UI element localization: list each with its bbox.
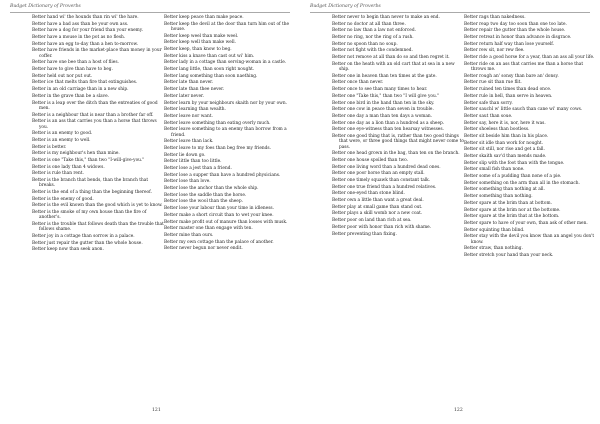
proverb-entry: Better one timely squawk than constant talk. — [332, 178, 431, 184]
proverb-entry: Better once than never. — [332, 80, 384, 86]
proverb-entry: Better repair the gutter than the whole house. — [464, 28, 566, 34]
proverb-entry: Better is a leap over the ditch than the entreaties of good men. — [32, 100, 158, 111]
proverb-entry: Better safe than sorry. — [464, 100, 513, 106]
proverb-entry: Better master one than engage with ten. — [164, 226, 253, 232]
proverb-entry: Better learning than wealth. — [164, 107, 226, 113]
proverb-entry: Better is the end of a thing than the beginning thereof. — [32, 190, 152, 195]
proverb-entry: Better no ring, nor the ring of a rush. — [332, 35, 414, 41]
proverb-entry: Better keep the devil at the door than turn him out of the house. — [164, 21, 290, 32]
proverb-entry: Better one poor horse than an empty stall. — [332, 171, 425, 177]
proverb-entry: Better leave than lack. — [164, 139, 214, 145]
proverb-entry: Better lose than love. — [164, 179, 211, 185]
proverb-entry: Better spare to have of your own, than ask of other men. — [464, 220, 588, 226]
proverb-entry: Better leave nor want. — [164, 113, 213, 119]
proverb-entry: Better joy in a cottage than sorrow in a palace. — [32, 234, 135, 240]
proverb-entry: Better lose a jest than a friend. — [164, 166, 232, 172]
proverb-entry: Better my own cottage than the palace of another. — [164, 239, 274, 245]
proverb-entry: Better is an ass that carries you than a horse that throws you. — [32, 119, 157, 130]
proverb-entry: Better poor on land than rich at sea. — [332, 218, 412, 224]
proverb-entry: Better not fight with the condemned. — [332, 48, 413, 54]
proverb-entry: Better stretch your hand than your neck. — [464, 252, 554, 258]
proverb-entry: Better one eye-witness than ten hearsay witnesses. — [332, 127, 444, 133]
proverb-entry: Better one head grown in the bag, than ten on the branch. — [332, 151, 460, 157]
proverb-entry: Better some of a pudding than none of a pie. — [464, 174, 562, 180]
proverb-entry: Better leave something than eating overly much. — [164, 120, 271, 126]
proverb-entry: Better in the grave than be a slave. — [32, 93, 109, 99]
proverb-entry: Better late than never. — [164, 80, 214, 86]
proverb-entry: Better learn by your neighbours skaith nor by your own. — [164, 100, 287, 106]
proverb-entry: Better one bird in the hand than ten in the sky. — [332, 100, 435, 106]
proverb-entry: Better keep now than seek anon. — [32, 247, 104, 253]
proverb-entry: Better skaith sav'd than mends made. — [464, 154, 547, 160]
proverb-entry: Better return half way than lose yourself. — [464, 41, 555, 47]
column-left — [332, 15, 464, 238]
proverb-entry: Better have one bee than a host of flies. — [32, 60, 119, 66]
proverb-entry: Better never begun nor never endit. — [164, 246, 243, 252]
proverb-entry: Better saut than soue. — [464, 113, 513, 119]
proverb-entry: Better not remove at all than do so and then regret it. — [332, 55, 450, 61]
proverb-entry: Better is one lady than 4 widows. — [32, 164, 105, 170]
proverb-entry: Better poor with honor than rich with shame. — [332, 224, 432, 230]
proverb-entry: Better rough an' sonsy than bare an' donsy. — [464, 73, 559, 79]
proverb-entry: Better late than thee never. — [164, 87, 225, 93]
proverb-entry: Better ruined ten times than dead once. — [464, 87, 552, 93]
proverb-entry: Better reap two day too soon than one too late. — [464, 21, 567, 27]
proverb-entry: Better have friends in the market-place than money in your coffer. — [32, 48, 162, 59]
proverb-entry: Better have a mouse in the pot as no flesh. — [32, 35, 126, 41]
proverb-entry: Better rags than nakedness. — [464, 15, 526, 20]
proverb-entry: Better keep weel than make weel. — [164, 33, 239, 39]
proverb-entry: Better have an egg to-day than a hen to-morrow. — [32, 41, 138, 47]
proverb-entry: Better keep, than know to beg. — [164, 47, 232, 53]
proverb-entry: Better lady in a cottage than serving-woman in a castle. — [164, 60, 287, 66]
proverb-entry: Better ride on an ass that carries me than a horse that throws me. — [464, 61, 584, 73]
proverb-entry: Better shoeless than bootless. — [464, 127, 530, 133]
header-rule — [310, 12, 590, 13]
proverb-entry: Better stay with the devil you know than an angel you don't know. — [464, 234, 595, 245]
proverb-entry: Better ride a good horse for a year, than an ass all your life. — [464, 55, 595, 61]
running-header: Budget Dictionary of Proverbs — [10, 4, 81, 9]
proverb-entry: Better is an enemy to good. — [32, 131, 93, 137]
proverb-entry: Better just repair the gutter than the whole house. — [32, 240, 143, 246]
proverb-entry: Better have a dog for your friend than your enemy. — [32, 28, 143, 34]
page-number: 121 — [152, 408, 161, 413]
column-right — [464, 15, 596, 260]
column-left — [32, 15, 164, 254]
proverb-entry: Better make a short circuit than to wet your knee. — [164, 212, 274, 218]
proverb-entry: Better little than too little. — [164, 159, 222, 165]
proverb-entry: Better small fish than none. — [464, 167, 525, 173]
proverb-entry: Better play at small game than stand out. — [332, 204, 423, 210]
proverb-entry: Better lose a supper than have a hundred physicians. — [164, 172, 281, 178]
proverb-entry: Better own a little than want a great deal. — [332, 198, 424, 204]
proverb-entry: Better no doctor at all than three. — [332, 21, 406, 27]
proverb-entry: Better sit still, nor rise and get a fall. — [464, 147, 545, 153]
proverb-entry: Better is my neighbour's hen than mine. — [32, 151, 120, 157]
proverb-entry: Better lose the wool than the sheep. — [164, 199, 243, 205]
proverb-entry: Better lose the anchor than the whole ship. — [164, 186, 259, 192]
proverb-entry: Better no law than a law not enforced. — [332, 28, 416, 34]
proverb-entry: Better later never. — [164, 93, 204, 99]
proverb-entry: Better plays a skill womb nor a new coat. — [332, 211, 423, 217]
proverb-entry: Better rue sit than rue flit. — [464, 80, 522, 86]
proverb-entry: Better lang little, than soon right nought. — [164, 67, 255, 73]
proverb-entry: Better on the heath with an old cart that at sea in a new ship. — [332, 61, 455, 73]
proverb-entry: Better leave something to an enemy than borrow from a friend. — [164, 127, 287, 138]
proverb-entry: Better is the smoke of my own house than the fire of another's. — [32, 210, 147, 221]
proverb-entry: Better in an old carriage than in a new ship. — [32, 87, 129, 93]
proverb-entry: Better ice that melts than fire that extinguishes. — [32, 80, 138, 86]
running-header: Budget Dictionary of Proverbs — [310, 4, 381, 9]
proverb-entry: Better spare at the brim that at the bottom. — [464, 214, 560, 220]
proverb-entry: Better keep well than make well. — [164, 40, 236, 46]
page-number: 122 — [454, 408, 463, 413]
proverb-entry: Better one day as a lion than a hundred as a sheep. — [332, 120, 445, 126]
left-page — [6, 0, 296, 424]
proverb-entry: Better never to begin than never to make an end. — [332, 15, 440, 20]
proverb-entry: Better sauchl w' little sauch than cane wi' many cows. — [464, 107, 583, 113]
proverb-entry: Better squinting than blind. — [464, 227, 525, 233]
proverb-entry: Better hand wi' the hounds than rin wi' the hare. — [32, 15, 139, 20]
proverb-entry: Better is better. — [32, 144, 67, 150]
proverb-entry: Better one house spoiled than two. — [332, 157, 409, 163]
proverb-entry: Better one in heaven than ten times at the gate. — [332, 73, 437, 79]
proverb-entry: Better one good thing that is, rather than two good things that were, or three good things that might never come to pass. — [332, 133, 464, 150]
proverb-entry: Better is the trouble that follows death than the trouble that follows shame. — [32, 222, 164, 233]
right-page — [306, 0, 596, 424]
proverb-entry: Better held out nor put out. — [32, 73, 93, 79]
proverb-entry: Better something than nothing at all. — [464, 187, 545, 193]
proverb-entry: Better something on the arm than all in the stomach. — [464, 180, 580, 186]
proverb-entry: Better rew sit, nor rew flee. — [464, 48, 525, 54]
proverb-entry: Better lang something than soon naething. — [164, 73, 258, 79]
proverb-entry: Better keep peace than make peace. — [164, 15, 244, 20]
proverb-entry: Better lose your labour than your time in idleness. — [164, 206, 274, 212]
proverb-entry: Better one cow in peace than seven in trouble. — [332, 107, 434, 113]
proverb-entry: Better one living word than a hundred dead ones. — [332, 164, 441, 170]
proverb-entry: Better lie down go. — [164, 152, 206, 158]
proverb-entry: Better is an enemy to well. — [32, 137, 91, 143]
proverb-entry: Better sit idle than work for nought. — [464, 140, 544, 146]
proverb-entry: Better one day a man than ten days a woman. — [332, 113, 433, 119]
proverb-entry: Better is the branch that bends, than the branch that breaks. — [32, 178, 149, 189]
proverb-entry: Better straw, than nothing. — [464, 246, 523, 252]
proverb-entry: Better make profit out of manure than losses with musk. — [164, 219, 288, 225]
proverb-entry: Better is rule than rent. — [32, 171, 84, 177]
header-rule — [10, 12, 290, 13]
proverb-entry: Better spare at the brim nor at the bottome. — [464, 207, 561, 213]
proverb-entry: Better retreat in honor than advance in disgrace. — [464, 35, 572, 41]
proverb-entry: Better mine than ours. — [164, 232, 214, 238]
proverb-entry: Better slip with the foot than with the tongue. — [464, 160, 565, 166]
proverb-entry: Better have to give than have to beg. — [32, 67, 113, 73]
proverb-entry: Better no spoon than no soup. — [332, 41, 398, 47]
proverb-entry: Better one true friend than a hundred relatives. — [332, 184, 437, 190]
proverb-entry: Better kiss a knave than cast out wi' him. — [164, 53, 255, 59]
proverb-entry: Better is a neighbour that is near than a brother far off. — [32, 112, 154, 118]
proverb-entry: Better sit beside him than in his place. — [464, 133, 549, 139]
proverb-entry: Better preventing than fixing. — [332, 231, 397, 237]
proverb-entry: Better something than nothing. — [464, 194, 533, 200]
proverb-entry: Better say, here it is, nor, here it was. — [464, 120, 546, 126]
proverb-entry: Better have a bad ass than be your own ass. — [32, 21, 129, 27]
proverb-entry: Better is one "Take this," than two "I-will-give-you." — [32, 157, 145, 163]
proverb-entry: Better rule in hell, than serve in heaven. — [464, 93, 553, 99]
proverb-entry: Better lose the saddle than the horse. — [164, 192, 247, 198]
proverb-entry: Better one "Take this," than two "I will give you." — [332, 93, 440, 99]
proverb-entry: Better is the evil known than the good which is yet to know. — [32, 203, 163, 209]
proverb-entry: Better one-eyed than stone blind. — [332, 191, 405, 197]
column-right — [164, 15, 296, 253]
proverb-entry: Better is the enemy of good. — [32, 196, 94, 202]
proverb-entry: Better leave to my foes than beg free my friends. — [164, 145, 271, 151]
proverb-entry: Better spare at the brim than at bottom. — [464, 200, 552, 206]
proverb-entry: Better once to see than many times to hear. — [332, 87, 428, 93]
